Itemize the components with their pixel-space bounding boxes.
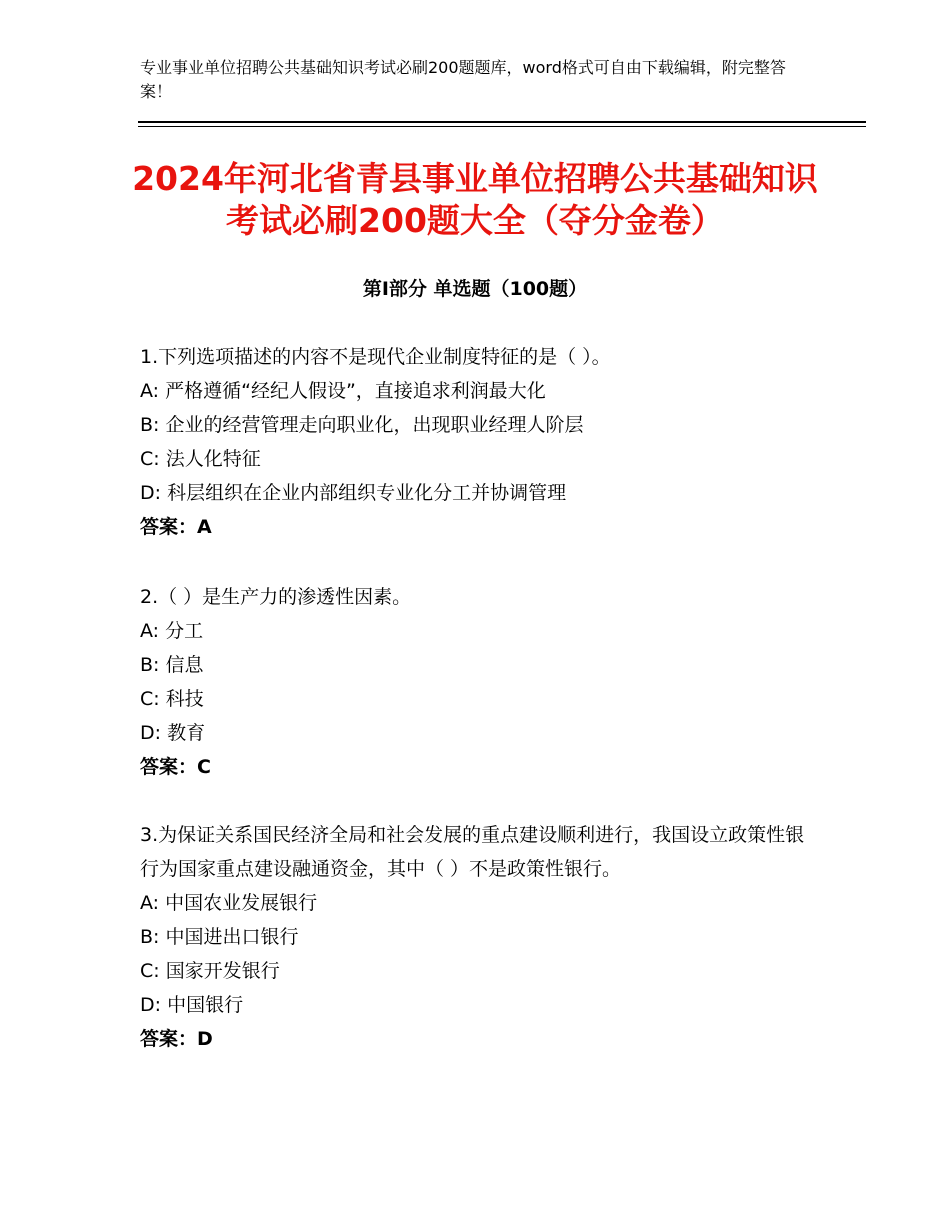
- option-c: C: 法人化特征: [140, 448, 261, 470]
- option-b: B: 中国进出口银行: [140, 926, 299, 948]
- answer-line: 答案：D: [140, 1028, 213, 1050]
- header-rule-thick: [138, 121, 866, 123]
- option-b: B: 企业的经营管理走向职业化，出现职业经理人阶层: [140, 414, 584, 436]
- question-block: [140, 580, 812, 784]
- question-stem: 1.下列选项描述的内容不是现代企业制度特征的是（ ）。: [140, 346, 611, 368]
- section-heading: 第Ⅰ部分 单选题（100题）: [362, 278, 588, 300]
- option-d: D: 科层组织在企业内部组织专业化分工并协调管理: [140, 482, 567, 504]
- question-stem: 2.（ ）是生产力的渗透性因素。: [140, 586, 412, 608]
- question-block: [140, 340, 812, 544]
- answer-line: 答案：C: [140, 756, 211, 778]
- document-title: 2024年河北省青县事业单位招聘公共基础知识考试必刷200题大全（夺分金卷）: [132, 159, 818, 240]
- option-d: D: 教育: [140, 722, 206, 744]
- option-a: A: 中国农业发展银行: [140, 892, 318, 914]
- header-note: 专业事业单位招聘公共基础知识考试必刷200题题库，word格式可自由下载编辑，附完整答案！: [140, 58, 786, 101]
- option-c: C: 国家开发银行: [140, 960, 280, 982]
- option-a: A: 分工: [140, 620, 204, 642]
- answer-line: 答案：A: [140, 516, 212, 538]
- option-b: B: 信息: [140, 654, 204, 676]
- question-block: [140, 818, 812, 1056]
- option-c: C: 科技: [140, 688, 204, 710]
- option-d: D: 中国银行: [140, 994, 244, 1016]
- option-a: A: 严格遵循“经纪人假设”，直接追求利润最大化: [140, 380, 546, 402]
- question-stem: 3.为保证关系国民经济全局和社会发展的重点建设顺利进行，我国设立政策性银行为国家重点建设融通资金，其中（ ）不是政策性银行。: [140, 824, 805, 880]
- header-rule-thin: [138, 126, 866, 127]
